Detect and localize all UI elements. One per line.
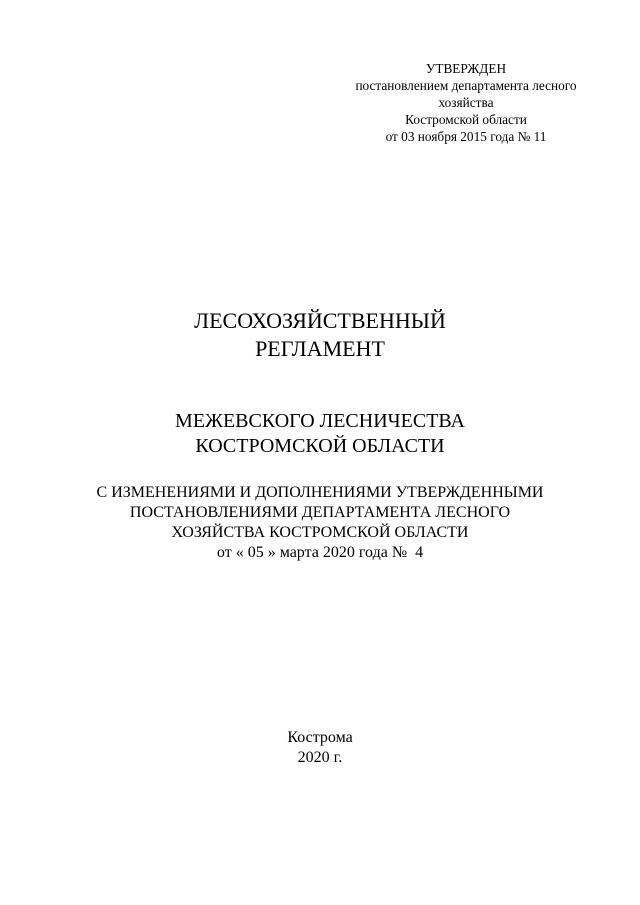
title-line: РЕГЛАМЕНТ [255, 336, 385, 361]
approval-block [336, 60, 596, 145]
approval-heading: УТВЕРЖДЕН [425, 61, 507, 76]
approval-line: хозяйства [438, 95, 494, 110]
approval-line: Костромской области [405, 112, 527, 127]
amendments-line: ХОЗЯЙСТВА КОСТРОМСКОЙ ОБЛАСТИ [171, 524, 469, 541]
subtitle-line: КОСТРОМСКОЙ ОБЛАСТИ [195, 435, 445, 457]
document-footer [0, 728, 640, 768]
amendments-block [0, 483, 640, 563]
footer-year: 2020 г. [297, 749, 343, 766]
amendments-line: С ИЗМЕНЕНИЯМИ И ДОПОЛНЕНИЯМИ УТВЕРЖДЕННЫМИ [96, 484, 544, 501]
document-title [0, 307, 640, 363]
approval-line: постановлением департамента лесного [355, 78, 577, 93]
amendments-line: ПОСТАНОВЛЕНИЯМИ ДЕПАРТАМЕНТА ЛЕСНОГО [129, 504, 511, 521]
title-line: ЛЕСОХОЗЯЙСТВЕННЫЙ [194, 308, 446, 333]
approval-date: от 03 ноября 2015 года № 11 [385, 129, 547, 144]
document-subtitle [0, 409, 640, 459]
footer-city: Кострома [287, 729, 353, 746]
amendments-date: от « 05 » марта 2020 года № 4 [216, 544, 424, 561]
subtitle-line: МЕЖЕВСКОГО ЛЕСНИЧЕСТВА [175, 410, 465, 432]
